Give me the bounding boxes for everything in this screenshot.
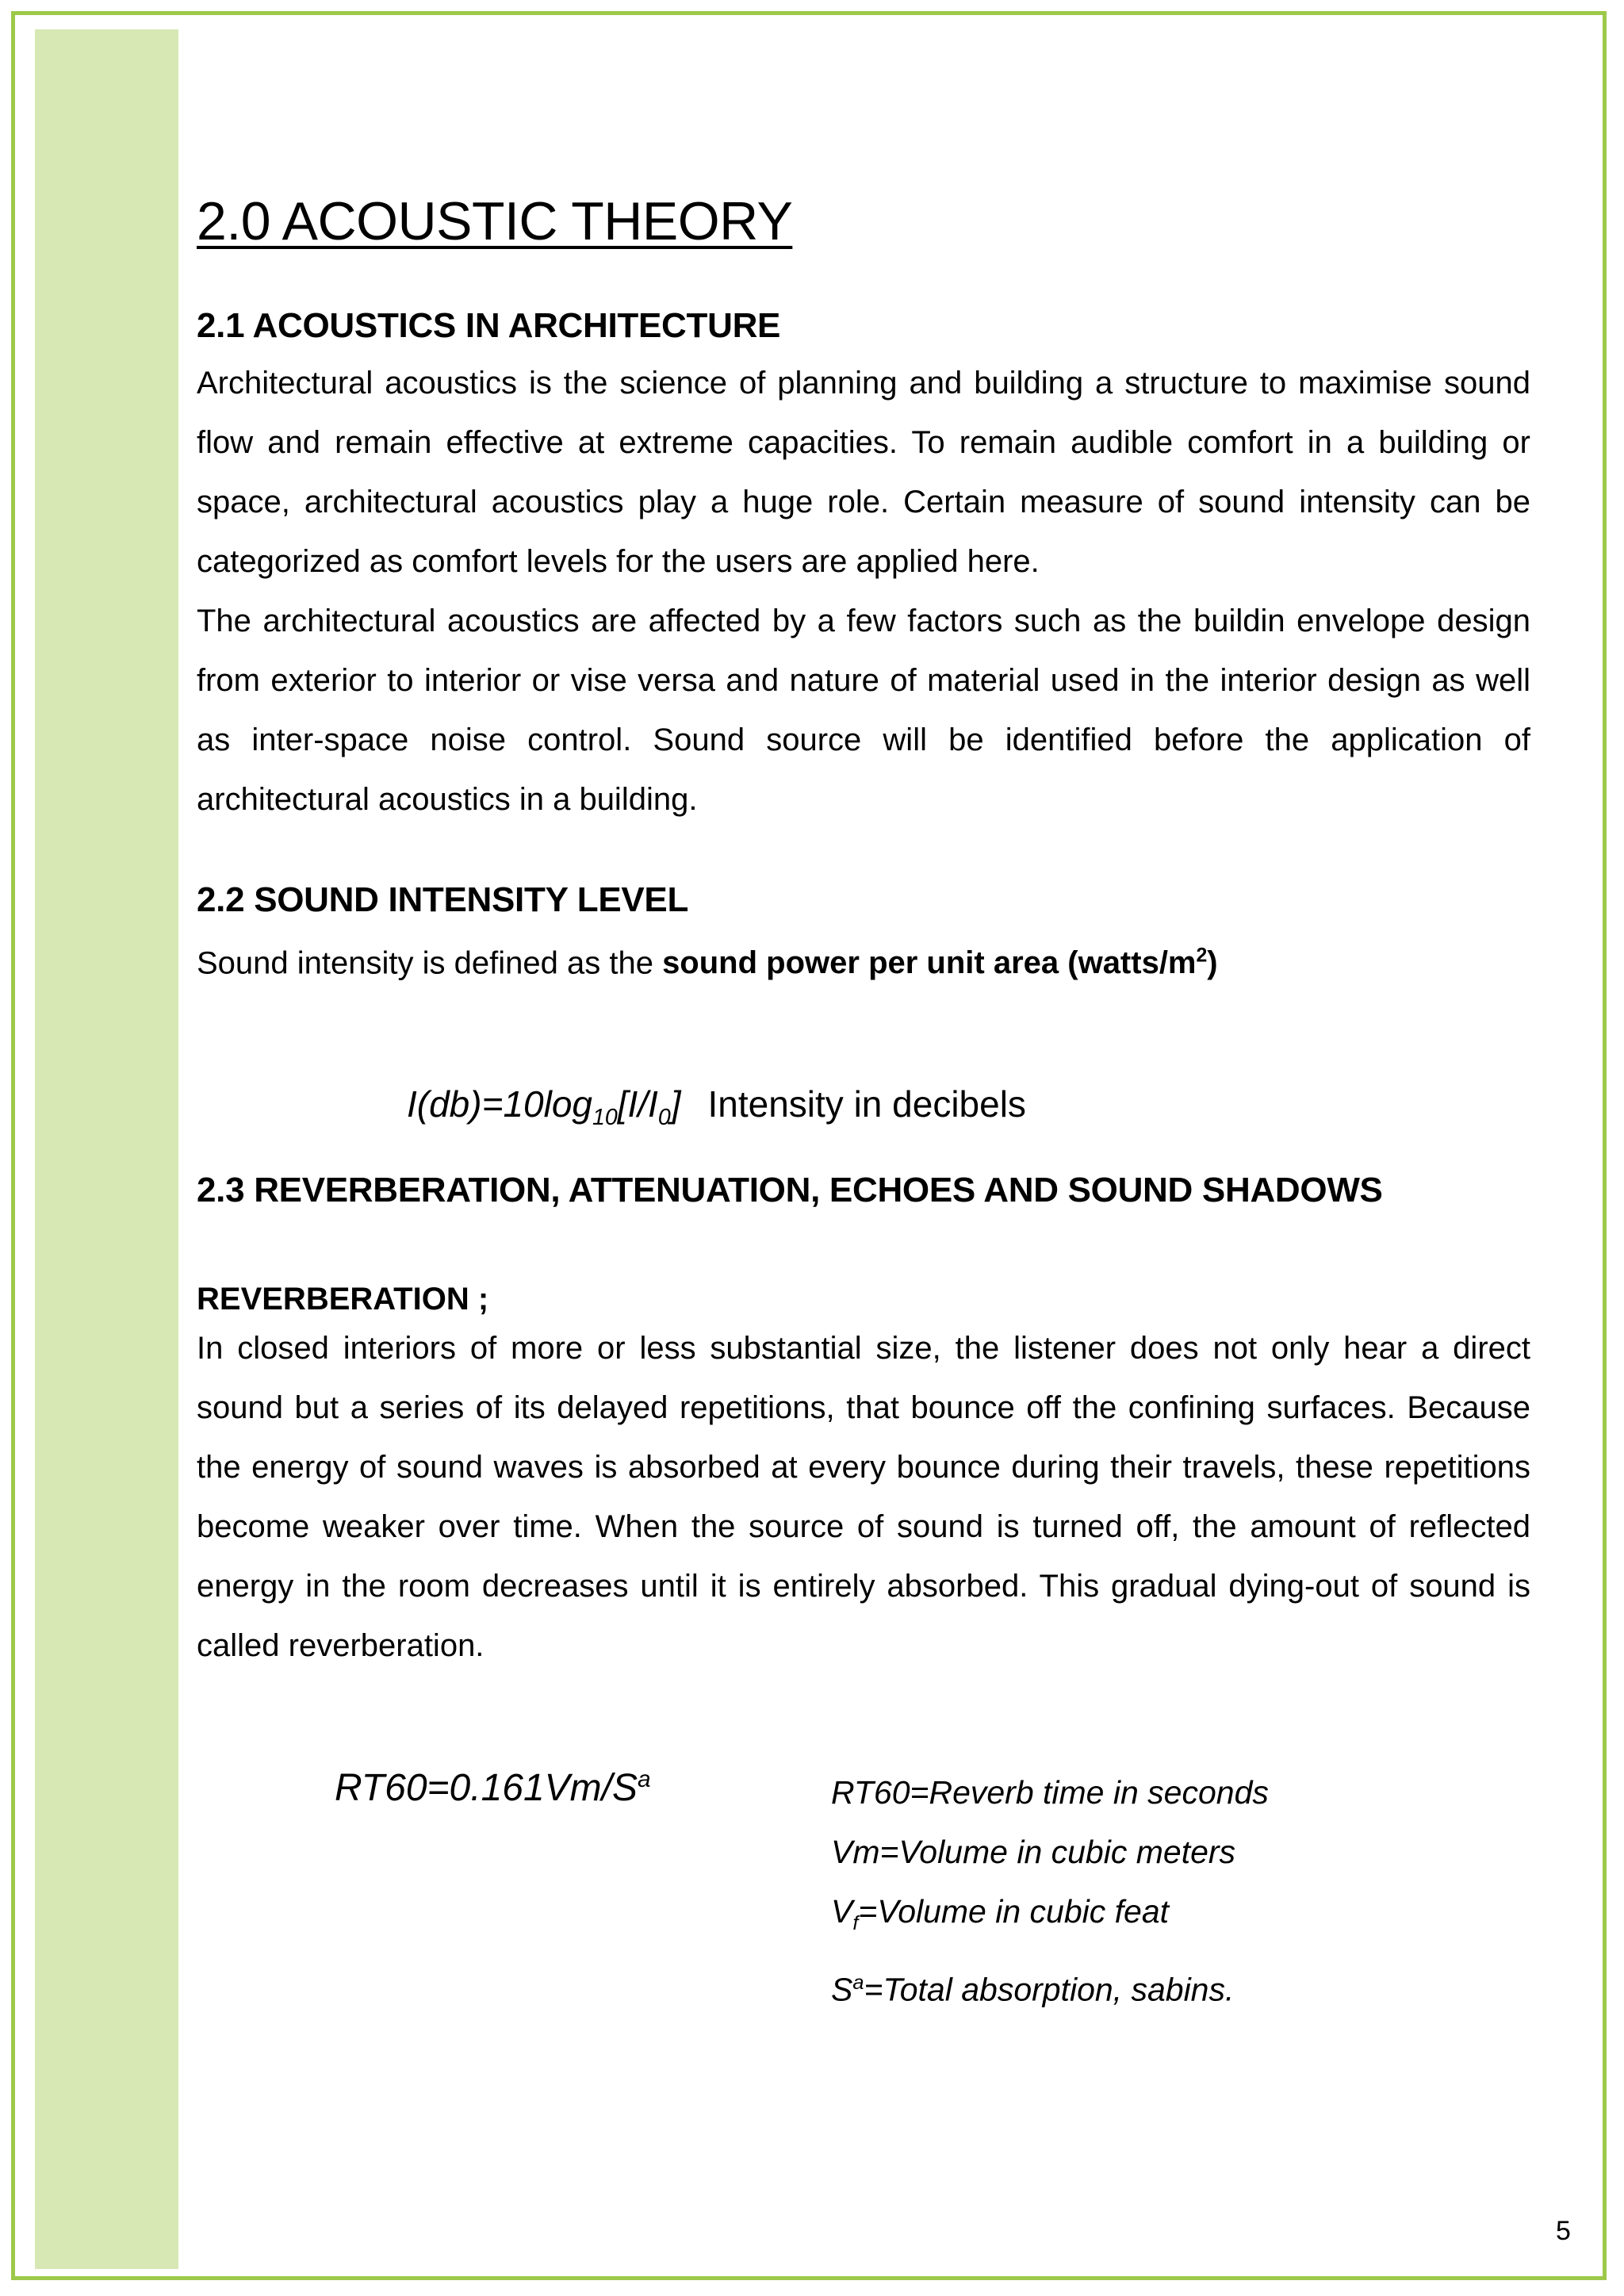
formula-part: [I/I (617, 1083, 658, 1125)
section-reverberation (197, 1171, 1530, 2025)
subscript: 10 (592, 1105, 618, 1131)
paragraph: In closed interiors of more or less substantial size, the listener does not only hear a direct sound but a series of its delayed repetitions, that bounce off the confining surfaces. Because the energy of sound waves is absorbed at every bounce during their travels, these repetitions become weaker over time. When the source of sound is turned off, the amount of reflected energy in the room decreases until it is entirely absorbed. This gradual dying-out of sound is called reverberation. (197, 1330, 1530, 1663)
legend-text: =Total absorption, sabins. (864, 1971, 1235, 2008)
definition-bold-text: sound power per unit area (watts/m (662, 945, 1197, 981)
subheading: REVERBERATION ; (197, 1281, 489, 1317)
legend-line (831, 1882, 1269, 1953)
reverb-formula-block (197, 1763, 1530, 2025)
page-title: 2.0 ACOUSTIC THEORY (197, 191, 793, 251)
intensity-formula (407, 1080, 1530, 1141)
paragraph: Architectural acoustics is the science of planning and building a structure to maximise sound flow and remain effective at extreme capacities. To remain audible comfort in a building or space, architectural acoustics play a huge role. Certain measure of sound intensity can be categorized as comfort levels for the users are applied here. (197, 366, 1530, 579)
legend-symbol: S (831, 1971, 853, 2008)
legend-text: =Volume in cubic feat (858, 1892, 1170, 1930)
legend-line (831, 1953, 1269, 2020)
section-acoustics-in-architecture (197, 306, 1530, 830)
legend-line: Vm=Volume in cubic meters (831, 1833, 1236, 1870)
subscript: 0 (657, 1105, 671, 1131)
definition-prefix: Sound intensity is defined as the (197, 945, 663, 981)
section-heading: 2.3 REVERBERATION, ATTENUATION, ECHOES AND SOUND SHADOWS (197, 1170, 1383, 1209)
page-number: 5 (1556, 2216, 1571, 2246)
formula-legend (831, 1763, 1269, 2020)
closing-paren: ) (1207, 945, 1218, 981)
formula-expression (407, 1083, 681, 1131)
formula-part: ] (670, 1083, 681, 1125)
section-heading: 2.2 SOUND INTENSITY LEVEL (197, 880, 689, 919)
superscript: a (638, 1765, 651, 1792)
legend-symbol: V (831, 1892, 853, 1930)
page-content (197, 190, 1530, 2025)
section-sound-intensity-level (197, 880, 1530, 1142)
legend-line: RT60=Reverb time in seconds (831, 1773, 1269, 1811)
definition-bold (662, 945, 1218, 980)
superscript: a (852, 1971, 864, 1994)
left-sidebar-band (35, 29, 178, 2269)
definition-text (197, 926, 1530, 993)
section-heading: 2.1 ACOUSTICS IN ARCHITECTURE (197, 306, 781, 345)
formula-description: Intensity in decibels (707, 1083, 1026, 1125)
rt60-formula (335, 1766, 651, 1810)
formula-part: I(db)=10log (407, 1083, 592, 1125)
subscript: f (852, 1911, 859, 1934)
superscript: 2 (1196, 945, 1208, 967)
paragraph: The architectural acoustics are affected by a few factors such as the buildin envelope design from exterior to interior or vise versa and nature of material used in the interior design as well as inter-space noise control. Sound source will be identified before the application of architectural acoustics in a building. (197, 604, 1530, 817)
formula-part: RT60=0.161Vm/S (335, 1766, 638, 1809)
